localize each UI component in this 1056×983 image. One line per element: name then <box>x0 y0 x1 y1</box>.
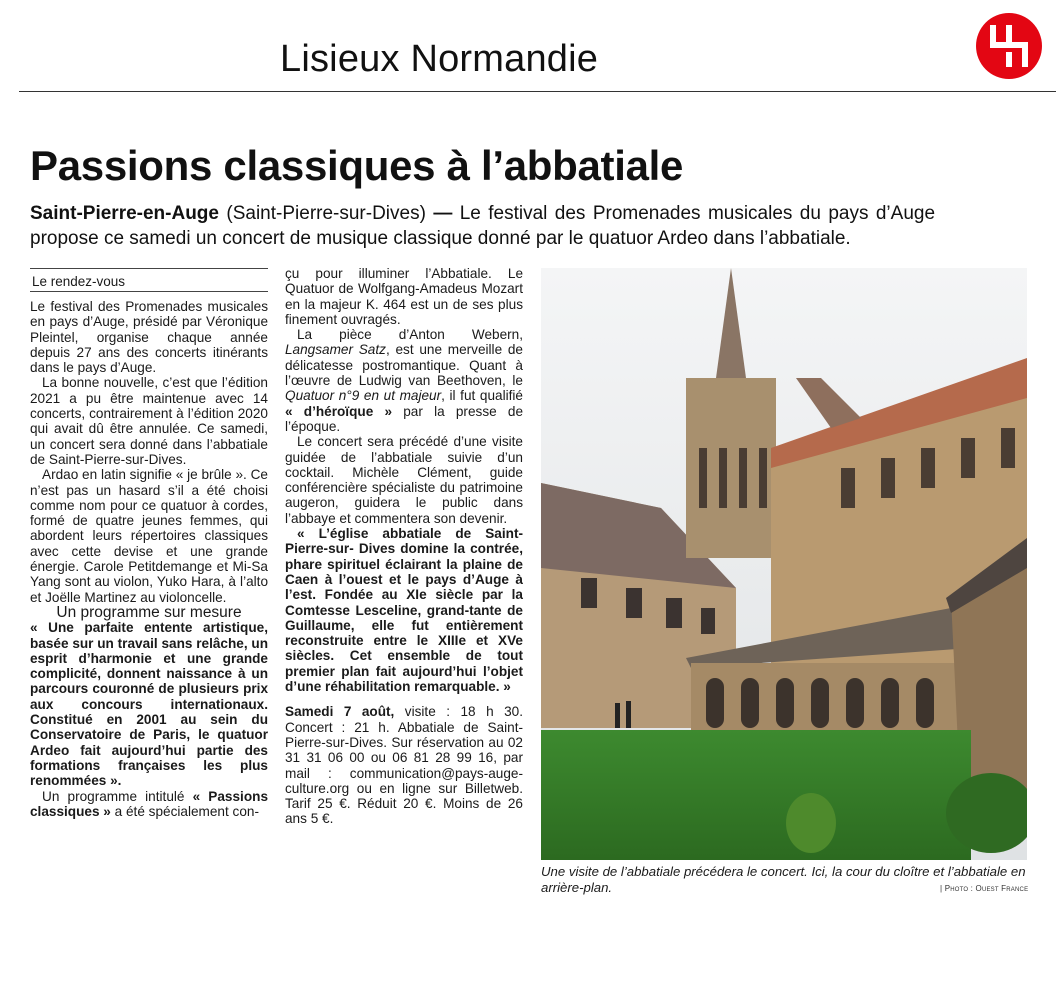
col1-paragraph: Le festival des Promenades musicales en pays d’Auge, présidé par Véronique Pleintel, organise chaque année depuis 27 ans des concerts itinérants dans le pays d’Auge. <box>30 299 268 376</box>
col2-quote: « L’église abbatiale de Saint-Pierre-sur- Dives domine la contrée, phare spirituel éclairant la plaine de Caen à l’ouest et le pays d’Auge à l’est. Fondée au XIe siècle par la Comtesse Lesceline, grand-tante de Guillaume, elle fut entièrement reconstruite entre le XIIIe et XVe siècles. Cet ensemble de tout premier plan fait aujourd’hui l’objet d’une réhabilitation remarquable. » <box>285 526 523 695</box>
subheading: Un programme sur mesure <box>56 603 242 621</box>
lede-text: Le festival des Promenades musicales du pays d’Auge propose ce samedi un concert de musique classique donné par le quatuor Ardeo dans l’abbatiale. <box>30 203 936 249</box>
ouest-france-logo <box>975 12 1043 80</box>
col1-quote: « Une parfaite entente artistique, basée sur un travail sans relâche, un esprit d’harmonie et une grande complicité, donnent naissance à un parcours couronné de plusieurs prix aux concours internationaux. Constitué en 2001 au sein du Conservatoire de Paris, le quatuor Ardeo fait aujourd’hui partie des formations françaises les plus renommées ». <box>30 620 268 789</box>
rendezvous-top-rule <box>30 268 268 269</box>
lede-place: Saint-Pierre-en-Auge <box>30 203 219 224</box>
article-headline: Passions classiques à l’abbatiale <box>30 142 684 189</box>
event-info: Samedi 7 août, visite : 18 h 30. Concert : 21 h. Abbatiale de Saint-Pierre-sur-Dives. Sur réservation au 02 31 31 06 00 ou 06 81 28 99 16, par mail : communication@pays-auge-culture.org ou en ligne sur Billetweb. Tarif 25 €. Réduit 20 €. Moins de 26 ans 5 €. <box>285 704 523 827</box>
lede-place-paren: (Saint-Pierre-sur-Dives) <box>226 203 426 224</box>
lede-dash: — <box>433 203 453 224</box>
abbey-photo <box>541 268 1027 860</box>
photo-caption: Une visite de l’abbatiale précédera le concert. Ici, la cour du cloître et l’abbatiale en arrière-plan. <box>541 864 1026 895</box>
article-column-2 <box>285 266 523 827</box>
col1-paragraph: Un programme intitulé « Passions classiques » a été spécialement con- <box>30 788 269 819</box>
article-column-1 <box>30 274 268 819</box>
col1-paragraph: La bonne nouvelle, c’est que l’édition 2021 a pu être maintenue avec 14 concerts, contrairement à l’édition 2020 qui avait dû être annulée. Ce samedi, un concert sera donné dans l’abbatiale de Saint-Pierre-sur-Dives. <box>30 375 268 467</box>
section-title: Lisieux Normandie <box>280 38 599 80</box>
col2-paragraph: La pièce d’Anton Webern, Langsamer Satz, est une merveille de délicatesse postromantique. Quant à l’œuvre de Ludwig van Beethoven, le Quatuor n°9 en ut majeur, il fut qualifié « d’héroïque » par la presse de l’époque. <box>285 327 524 434</box>
col2-paragraph: çu pour illuminer l’Abbatiale. Le Quatuor de Wolfgang-Amadeus Mozart en la majeur K. 464 est un de ses plus finement ouvragés. <box>285 266 523 327</box>
article-lede <box>30 201 935 251</box>
col1-paragraph: Ardao en latin signifie « je brûle ». Ce n’est pas un hasard s’il a été choisi comme nom pour ce quatuor à cordes, formé de quatre jeunes femmes, qui abordent leurs répertoires classiques avec cette devise et une grande énergie. Carole Petitdemange et Mi-Sa Yang sont au violon, Yuko Hara, à l’alto et Joëlle Martinez au violoncelle. <box>30 467 268 605</box>
header-rule <box>19 91 1056 92</box>
photo-credit: | Photo : Ouest France <box>940 884 1029 893</box>
rendezvous-label: Le rendez-vous <box>30 274 268 292</box>
col2-paragraph: Le concert sera précédé d’une visite guidée de l’abbatiale suivie d’un cocktail. Michèle Clément, guide conférencière spécialiste du patrimoine augeron, guidera le public dans l’abbaye et commentera son devenir. <box>285 434 523 526</box>
